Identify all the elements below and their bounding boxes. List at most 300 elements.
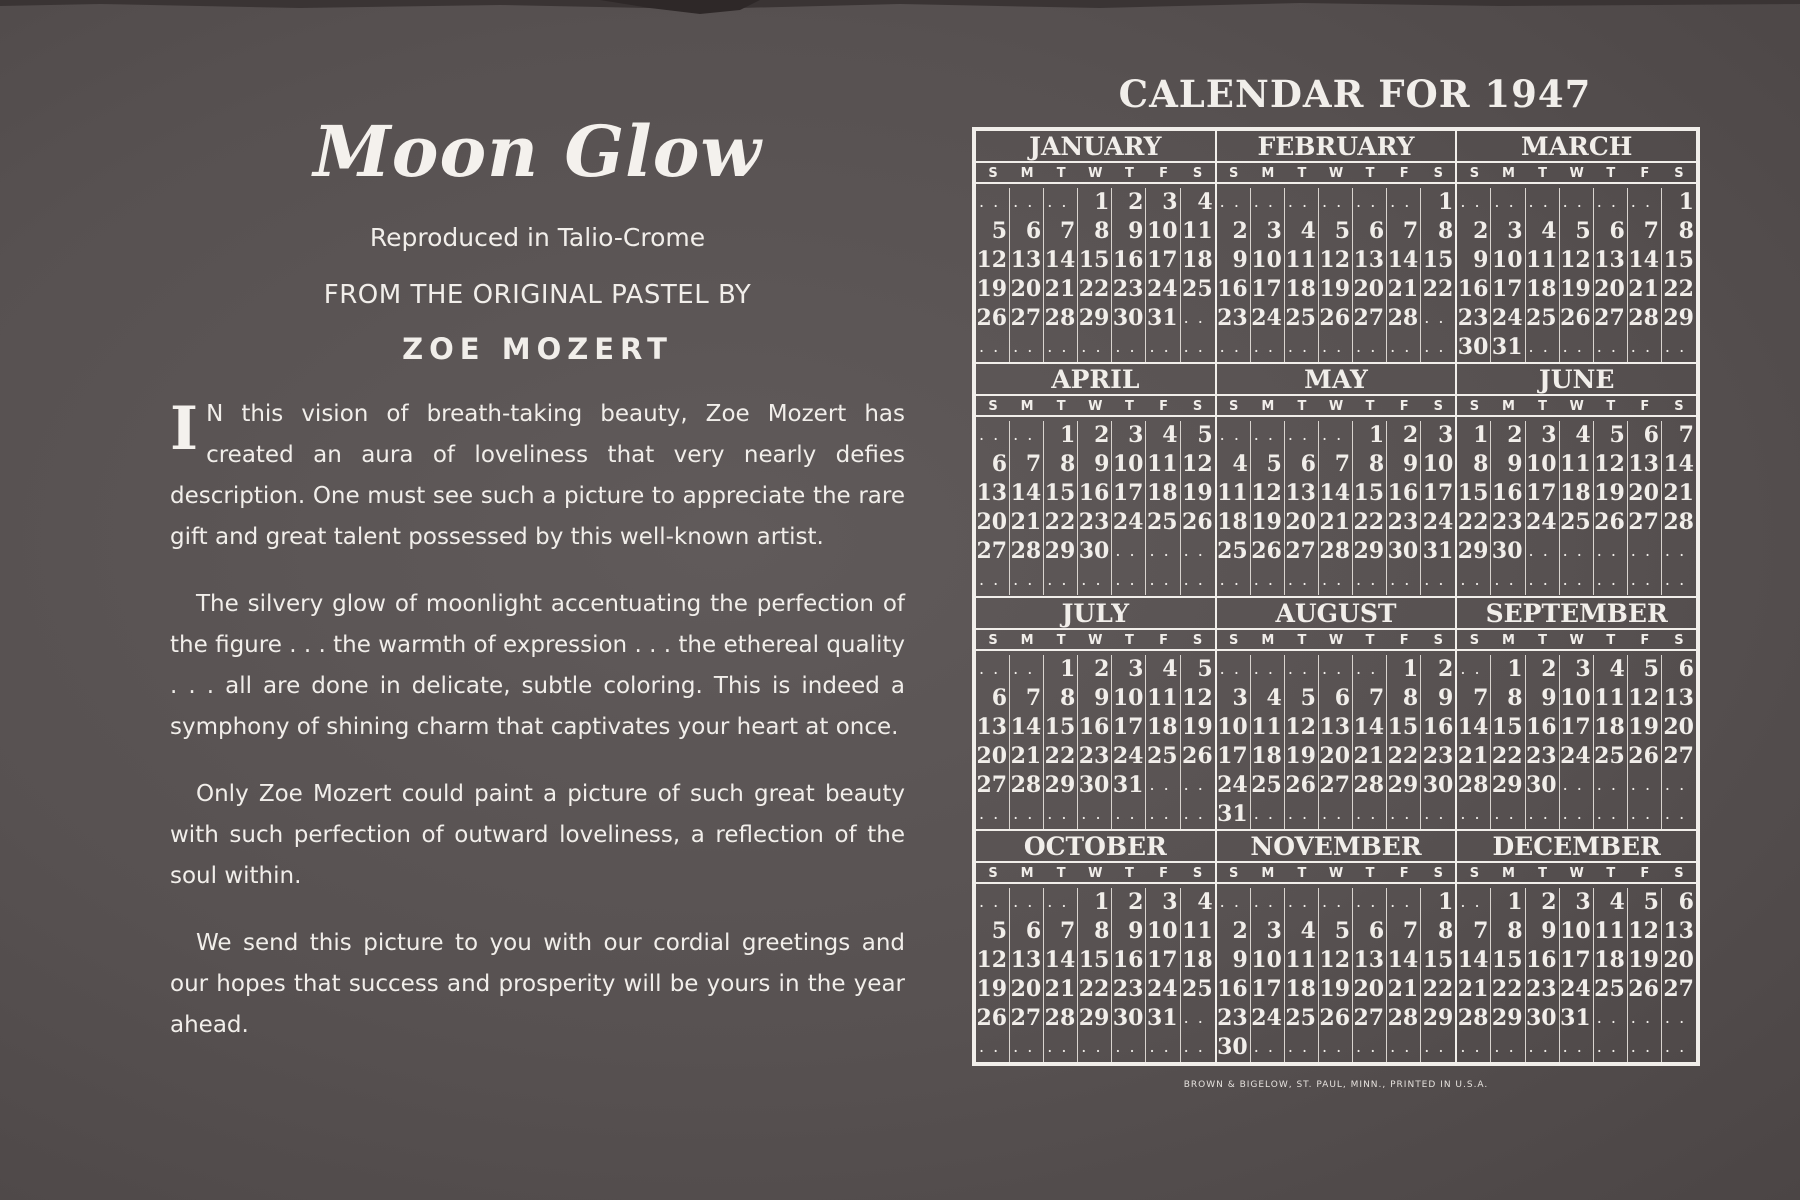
day-cell: 31 — [1560, 1004, 1594, 1033]
day-cell: 14 — [1387, 946, 1421, 975]
day-cell: 9 — [1438, 684, 1454, 711]
day-cell: 5 — [1628, 655, 1662, 684]
weekday-label: W — [1088, 865, 1103, 881]
day-cell: 28 — [1044, 1004, 1078, 1033]
weekday-label: T — [1124, 166, 1134, 181]
empty-day-cell: . . — [1251, 188, 1285, 217]
day-cell: 27 — [1285, 537, 1319, 566]
empty-day-cell: . . — [1044, 333, 1078, 362]
empty-day-cell: . . — [1457, 655, 1491, 684]
day-cell: 21 — [1457, 975, 1491, 1004]
weekday-label: M — [1261, 632, 1275, 648]
empty-day-cell: . . — [1560, 800, 1594, 829]
day-cell: 17 — [1526, 479, 1560, 508]
empty-day-cell: . . — [1457, 188, 1491, 217]
day-cell: 18 — [1526, 275, 1560, 304]
empty-day-cell: . . — [976, 188, 1010, 217]
empty-day-cell: . . — [1664, 541, 1687, 561]
empty-day-cell: . . — [1594, 1004, 1628, 1033]
weekday-header — [1217, 865, 1456, 884]
day-cell: 22 — [1663, 276, 1694, 303]
day-cell: 29 — [1044, 771, 1078, 800]
day-cell: 15 — [1387, 713, 1421, 742]
empty-day-cell: . . — [1526, 1033, 1560, 1062]
day-cell: 24 — [1560, 742, 1594, 771]
day-cell: 4 — [1285, 217, 1319, 246]
day-cell: 21 — [1387, 975, 1421, 1004]
paragraph-1 — [170, 394, 905, 558]
day-cell: 12 — [1594, 450, 1628, 479]
month-name: MARCH — [1457, 131, 1696, 163]
empty-day-cell: . . — [1319, 421, 1353, 450]
empty-day-cell: . . — [1251, 1033, 1285, 1062]
weekday-header — [976, 398, 1215, 417]
day-cell: 31 — [1422, 538, 1454, 565]
day-cell: 15 — [1663, 247, 1694, 274]
day-cell: 27 — [976, 537, 1010, 566]
day-cell: 27 — [976, 771, 1010, 800]
weekday-label: W — [1569, 632, 1584, 648]
day-cell: 8 — [1438, 917, 1454, 944]
empty-day-cell: . . — [1078, 1033, 1112, 1062]
day-cell: 29 — [1422, 1004, 1454, 1031]
day-cell: 3 — [1526, 421, 1560, 450]
month-april — [975, 363, 1216, 596]
weekday-label: T — [1606, 399, 1616, 415]
weekday-label: F — [1399, 865, 1409, 881]
weekday-label: W — [1328, 865, 1344, 881]
day-cell: 6 — [976, 684, 1010, 713]
empty-day-cell: . . — [1285, 888, 1319, 917]
day-cell: 11 — [1285, 946, 1319, 975]
weekday-label: F — [1399, 399, 1409, 415]
day-cell: 25 — [1146, 508, 1180, 537]
day-cell: 20 — [1594, 275, 1628, 304]
paragraph-2: The silvery glow of moonlight accentuating the perfection of the figure . . . the warmth of expression . . . the ethereal quality . . . all are done in delicate, subtle coloring. This is indeed a symphony of shining charm that captivates your heart at once. — [170, 591, 905, 740]
weekday-label: W — [1328, 166, 1344, 181]
empty-day-cell: . . — [1353, 188, 1387, 217]
day-cell: 14 — [1387, 246, 1421, 275]
day-cell: 24 — [1491, 304, 1525, 333]
weekday-header — [1457, 632, 1696, 651]
weekday-label: S — [1469, 865, 1480, 881]
day-cell: 16 — [1078, 713, 1112, 742]
month-july — [975, 597, 1216, 830]
day-cell: 24 — [1526, 508, 1560, 537]
empty-day-cell: . . — [1387, 888, 1421, 917]
empty-day-cell: . . — [1664, 570, 1687, 590]
empty-day-cell: . . — [1183, 803, 1205, 823]
empty-day-cell: . . — [1594, 566, 1628, 595]
empty-day-cell: . . — [1146, 566, 1180, 595]
day-cell: 6 — [1010, 217, 1044, 246]
day-cell: 5 — [1251, 450, 1285, 479]
day-cell: 24 — [1422, 509, 1454, 536]
day-cell: 21 — [1044, 275, 1078, 304]
day-cell: 28 — [1387, 304, 1421, 333]
day-cell: 10 — [1422, 451, 1454, 478]
empty-day-cell: . . — [1112, 566, 1146, 595]
day-grid — [976, 884, 1215, 1062]
weekday-label: M — [1502, 166, 1515, 181]
day-cell: 3 — [1146, 888, 1180, 917]
weekday-label: F — [1640, 632, 1650, 648]
empty-day-cell: . . — [976, 333, 1010, 362]
empty-day-cell: . . — [1560, 771, 1594, 800]
day-cell: 22 — [1422, 276, 1454, 303]
day-cell: 5 — [1197, 422, 1213, 449]
day-cell: 23 — [1491, 508, 1525, 537]
empty-day-cell: . . — [1044, 566, 1078, 595]
month-march — [1456, 130, 1697, 363]
day-cell: 1 — [1678, 189, 1694, 215]
day-cell: 19 — [1251, 508, 1285, 537]
empty-day-cell: . . — [1010, 1033, 1044, 1062]
weekday-label: S — [1192, 399, 1203, 415]
empty-day-cell: . . — [1112, 800, 1146, 829]
day-grid — [1217, 651, 1456, 829]
day-cell: 9 — [1491, 450, 1525, 479]
empty-day-cell: . . — [1387, 800, 1421, 829]
weekday-header — [1217, 398, 1456, 417]
day-cell: 10 — [1526, 450, 1560, 479]
month-october — [975, 830, 1216, 1063]
day-cell: 3 — [1560, 888, 1594, 917]
empty-day-cell: . . — [1594, 800, 1628, 829]
day-cell: 31 — [1217, 800, 1251, 829]
weekday-header — [1457, 165, 1696, 184]
day-cell: 21 — [1010, 742, 1044, 771]
day-cell: 20 — [1663, 713, 1694, 740]
day-cell: 18 — [1182, 946, 1213, 973]
empty-day-cell: . . — [1319, 655, 1353, 684]
empty-day-cell: . . — [1628, 1033, 1662, 1062]
day-cell: 8 — [1078, 917, 1112, 946]
empty-day-cell: . . — [1183, 541, 1205, 561]
empty-day-cell: . . — [1251, 333, 1285, 362]
empty-day-cell: . . — [1560, 188, 1594, 217]
day-cell: 26 — [1628, 742, 1662, 771]
weekday-label: F — [1399, 632, 1409, 648]
day-cell: 30 — [1526, 1004, 1560, 1033]
day-cell: 27 — [1319, 771, 1353, 800]
day-cell: 28 — [1319, 537, 1353, 566]
weekday-label: T — [1538, 632, 1547, 648]
day-cell: 18 — [1146, 479, 1180, 508]
day-cell: 7 — [1319, 450, 1353, 479]
day-cell: 11 — [1285, 246, 1319, 275]
empty-day-cell: . . — [1319, 888, 1353, 917]
day-cell: 22 — [1044, 742, 1078, 771]
day-cell: 11 — [1594, 917, 1628, 946]
empty-day-cell: . . — [1491, 188, 1525, 217]
day-cell: 1 — [1078, 188, 1112, 217]
weekday-label: T — [1365, 632, 1375, 648]
day-cell: 11 — [1217, 479, 1251, 508]
day-cell: 27 — [1353, 304, 1387, 333]
day-cell: 23 — [1217, 304, 1251, 333]
day-cell: 30 — [1217, 1033, 1251, 1062]
empty-day-cell: . . — [976, 1033, 1010, 1062]
empty-day-cell: . . — [1628, 333, 1662, 362]
day-cell: 4 — [1560, 421, 1594, 450]
day-cell: 27 — [1663, 975, 1694, 1002]
weekday-label: S — [1192, 865, 1203, 881]
weekday-label: W — [1569, 865, 1584, 881]
day-cell: 6 — [1319, 684, 1353, 713]
empty-day-cell: . . — [1560, 333, 1594, 362]
day-cell: 9 — [1526, 917, 1560, 946]
day-cell: 25 — [1594, 975, 1628, 1004]
weekday-label: S — [1229, 632, 1239, 648]
day-cell: 22 — [1457, 508, 1491, 537]
empty-day-cell: . . — [1217, 655, 1251, 684]
day-cell: 19 — [1285, 742, 1319, 771]
month-december — [1456, 830, 1697, 1063]
day-cell: 19 — [1628, 713, 1662, 742]
empty-day-cell: . . — [1594, 333, 1628, 362]
weekday-label: T — [1606, 865, 1616, 881]
empty-day-cell: . . — [1183, 774, 1205, 794]
empty-day-cell: . . — [1664, 1007, 1687, 1027]
day-cell: 7 — [1457, 684, 1491, 713]
day-cell: 9 — [1078, 450, 1112, 479]
day-cell: 13 — [1319, 713, 1353, 742]
weekday-label: W — [1569, 399, 1584, 415]
weekday-label: S — [1229, 865, 1239, 881]
empty-day-cell: . . — [1010, 188, 1044, 217]
day-cell: 26 — [976, 1004, 1010, 1033]
empty-day-cell: . . — [1457, 566, 1491, 595]
empty-day-cell: . . — [1594, 537, 1628, 566]
month-september — [1456, 597, 1697, 830]
weekday-label: T — [1056, 166, 1066, 181]
day-cell: 8 — [1678, 218, 1694, 245]
day-cell: 24 — [1560, 975, 1594, 1004]
day-cell: 5 — [1319, 917, 1353, 946]
empty-day-cell: . . — [1146, 333, 1180, 362]
day-cell: 19 — [1182, 480, 1213, 507]
day-cell: 19 — [1594, 479, 1628, 508]
weekday-header — [1217, 632, 1456, 651]
day-cell: 20 — [1010, 275, 1044, 304]
month-january — [975, 130, 1216, 363]
weekday-label: S — [1674, 399, 1684, 415]
empty-day-cell: . . — [1010, 421, 1044, 450]
empty-day-cell: . . — [1424, 570, 1446, 590]
day-cell: 16 — [1112, 246, 1146, 275]
empty-day-cell: . . — [1424, 803, 1446, 823]
weekday-label: T — [1297, 399, 1307, 415]
weekday-header — [976, 632, 1215, 651]
weekday-label: M — [1020, 166, 1034, 181]
day-cell: 13 — [1285, 479, 1319, 508]
day-cell: 17 — [1217, 742, 1251, 771]
empty-day-cell: . . — [1387, 333, 1421, 362]
day-cell: 22 — [1387, 742, 1421, 771]
day-cell: 15 — [1491, 946, 1525, 975]
artist-name: ZOE MOZERT — [402, 332, 673, 366]
empty-day-cell: . . — [1664, 1036, 1687, 1056]
weekday-label: S — [988, 865, 998, 881]
weekday-label: T — [1297, 865, 1307, 881]
day-cell: 19 — [1319, 275, 1353, 304]
empty-day-cell: . . — [1353, 888, 1387, 917]
empty-day-cell: . . — [1044, 800, 1078, 829]
day-cell: 17 — [1146, 946, 1180, 975]
day-cell: 6 — [1010, 917, 1044, 946]
day-cell: 25 — [1560, 508, 1594, 537]
day-cell: 28 — [1663, 509, 1694, 536]
day-cell: 11 — [1146, 450, 1180, 479]
day-cell: 11 — [1594, 684, 1628, 713]
day-cell: 27 — [1010, 304, 1044, 333]
day-cell: 31 — [1146, 304, 1180, 333]
day-cell: 25 — [1526, 304, 1560, 333]
weekday-label: T — [1538, 865, 1547, 881]
weekday-label: M — [1502, 399, 1515, 415]
day-cell: 10 — [1146, 917, 1180, 946]
day-cell: 23 — [1526, 975, 1560, 1004]
empty-day-cell: . . — [1183, 1007, 1205, 1027]
day-cell: 31 — [1146, 1004, 1180, 1033]
weekday-label: T — [1297, 632, 1307, 648]
day-cell: 3 — [1217, 684, 1251, 713]
day-cell: 4 — [1285, 917, 1319, 946]
day-cell: 2 — [1387, 421, 1421, 450]
day-cell: 1 — [1457, 421, 1491, 450]
empty-day-cell: . . — [1526, 800, 1560, 829]
day-cell: 9 — [1217, 946, 1251, 975]
day-cell: 11 — [1182, 917, 1213, 944]
empty-day-cell: . . — [1491, 1033, 1525, 1062]
day-cell: 1 — [1353, 421, 1387, 450]
empty-day-cell: . . — [1183, 1036, 1205, 1056]
day-cell: 15 — [1457, 479, 1491, 508]
weekday-label: T — [1056, 865, 1066, 881]
day-cell: 1 — [1044, 421, 1078, 450]
day-cell: 6 — [1594, 217, 1628, 246]
day-cell: 6 — [1678, 655, 1694, 682]
subtitle: Reproduced in Talio-Crome — [369, 223, 706, 252]
day-cell: 4 — [1594, 655, 1628, 684]
day-cell: 30 — [1422, 771, 1454, 798]
day-cell: 17 — [1112, 479, 1146, 508]
empty-day-cell: . . — [1285, 800, 1319, 829]
day-grid — [976, 417, 1215, 595]
day-cell: 2 — [1457, 217, 1491, 246]
month-february — [1216, 130, 1457, 363]
day-cell: 10 — [1251, 246, 1285, 275]
empty-day-cell: . . — [1424, 1036, 1446, 1056]
day-grid — [976, 651, 1215, 829]
day-cell: 26 — [1182, 742, 1213, 769]
day-cell: 4 — [1217, 450, 1251, 479]
empty-day-cell: . . — [1112, 1033, 1146, 1062]
day-cell: 18 — [1182, 247, 1213, 274]
day-cell: 5 — [1285, 684, 1319, 713]
day-cell: 5 — [1594, 421, 1628, 450]
day-cell: 3 — [1438, 422, 1454, 449]
weekday-label: S — [1433, 632, 1443, 648]
day-cell: 12 — [976, 246, 1010, 275]
empty-day-cell: . . — [976, 566, 1010, 595]
day-cell: 13 — [1353, 946, 1387, 975]
day-cell: 19 — [1628, 946, 1662, 975]
empty-day-cell: . . — [1078, 566, 1112, 595]
day-cell: 9 — [1217, 246, 1251, 275]
day-cell: 8 — [1044, 450, 1078, 479]
empty-day-cell: . . — [1146, 537, 1180, 566]
empty-day-cell: . . — [1285, 655, 1319, 684]
torn-top-edge — [0, 0, 1800, 20]
day-cell: 9 — [1112, 917, 1146, 946]
day-cell: 22 — [1491, 975, 1525, 1004]
day-grid — [1217, 417, 1456, 595]
weekday-header — [1217, 165, 1456, 184]
day-cell: 1 — [1078, 888, 1112, 917]
day-cell: 13 — [1663, 684, 1694, 711]
day-cell: 26 — [1182, 509, 1213, 536]
month-name: OCTOBER — [976, 831, 1215, 863]
day-cell: 20 — [1353, 275, 1387, 304]
weekday-label: F — [1159, 399, 1168, 415]
day-cell: 6 — [1628, 421, 1662, 450]
month-name: DECEMBER — [1457, 831, 1696, 863]
empty-day-cell: . . — [1044, 1033, 1078, 1062]
weekday-label: S — [1469, 166, 1480, 181]
day-cell: 28 — [1010, 537, 1044, 566]
day-cell: 8 — [1438, 218, 1454, 245]
day-cell: 15 — [1491, 713, 1525, 742]
day-cell: 25 — [1182, 276, 1213, 303]
day-grid — [1457, 184, 1696, 362]
day-cell: 17 — [1112, 713, 1146, 742]
day-cell: 30 — [1387, 537, 1421, 566]
day-cell: 20 — [1663, 946, 1694, 973]
day-cell: 25 — [1594, 742, 1628, 771]
day-cell: 29 — [1078, 1004, 1112, 1033]
weekday-label: M — [1261, 166, 1275, 181]
day-cell: 9 — [1526, 684, 1560, 713]
weekday-label: T — [1124, 865, 1134, 881]
weekday-label: S — [1229, 399, 1239, 415]
day-cell: 1 — [1491, 655, 1525, 684]
empty-day-cell: . . — [1183, 570, 1205, 590]
empty-day-cell: . . — [1044, 188, 1078, 217]
weekday-label: F — [1159, 632, 1168, 648]
day-cell: 2 — [1112, 188, 1146, 217]
month-name: SEPTEMBER — [1457, 598, 1696, 630]
day-cell: 26 — [1285, 771, 1319, 800]
empty-day-cell: . . — [1251, 800, 1285, 829]
weekday-label: S — [1433, 399, 1443, 415]
day-cell: 2 — [1217, 917, 1251, 946]
weekday-label: W — [1088, 632, 1103, 648]
day-cell: 3 — [1112, 655, 1146, 684]
empty-day-cell: . . — [1217, 566, 1251, 595]
day-cell: 25 — [1217, 537, 1251, 566]
day-cell: 16 — [1457, 275, 1491, 304]
empty-day-cell: . . — [1251, 566, 1285, 595]
day-cell: 23 — [1112, 975, 1146, 1004]
day-cell: 19 — [1319, 975, 1353, 1004]
day-cell: 10 — [1560, 684, 1594, 713]
day-cell: 15 — [1422, 946, 1454, 973]
day-cell: 3 — [1491, 217, 1525, 246]
day-cell: 29 — [1491, 1004, 1525, 1033]
empty-day-cell: . . — [1319, 1033, 1353, 1062]
